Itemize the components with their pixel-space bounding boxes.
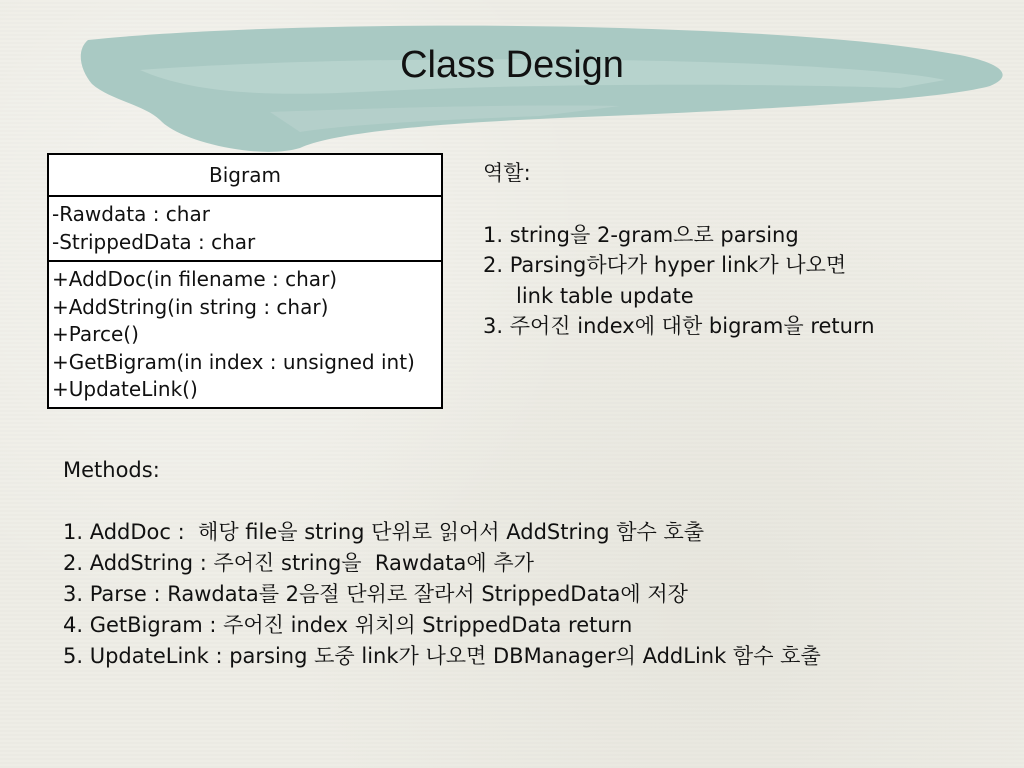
methods-description (63, 455, 1013, 672)
method-description-item: 3. Parse : Rawdata를 2음절 단위로 잘라서 StrippedData에 저장 (63, 582, 688, 606)
uml-method: +AddString(in string : char) (52, 294, 329, 319)
role-heading: 역할: (483, 161, 531, 185)
uml-method: +UpdateLink() (52, 377, 198, 401)
role-item: 1. string을 2-gram으로 parsing (483, 222, 799, 247)
uml-class-name: Bigram (49, 155, 441, 197)
method-description-item: 2. AddString : 주어진 string을 Rawdata에 추가 (63, 551, 534, 575)
method-description-item: 5. UpdateLink : parsing 도중 link가 나오면 DBManager의 AddLink 함수 호출 (63, 644, 821, 668)
slide-title: Class Design (400, 44, 624, 86)
uml-method: +Parce() (52, 322, 139, 346)
uml-class-box (47, 153, 443, 409)
uml-attributes-section (49, 197, 441, 262)
uml-methods-section (49, 262, 441, 407)
role-item: 3. 주어진 index에 대한 bigram을 return (483, 314, 875, 338)
uml-attribute: -StrippedData : char (52, 229, 256, 254)
role-item-continuation: link table update (516, 283, 694, 308)
methods-heading: Methods: (63, 458, 160, 482)
role-item: 2. Parsing하다가 hyper link가 나오면 (483, 253, 847, 277)
role-description (483, 158, 1013, 342)
method-description-item: 4. GetBigram : 주어진 index 위치의 StrippedData return (63, 613, 633, 637)
uml-method: +GetBigram(in index : unsigned int) (52, 349, 415, 374)
uml-attribute: -Rawdata : char (52, 202, 210, 226)
uml-method: +AddDoc(in filename : char) (52, 267, 338, 291)
spacer (483, 189, 1013, 220)
method-description-item: 1. AddDoc : 해당 file을 string 단위로 읽어서 AddString 함수 호출 (63, 520, 705, 544)
spacer (63, 486, 1013, 517)
